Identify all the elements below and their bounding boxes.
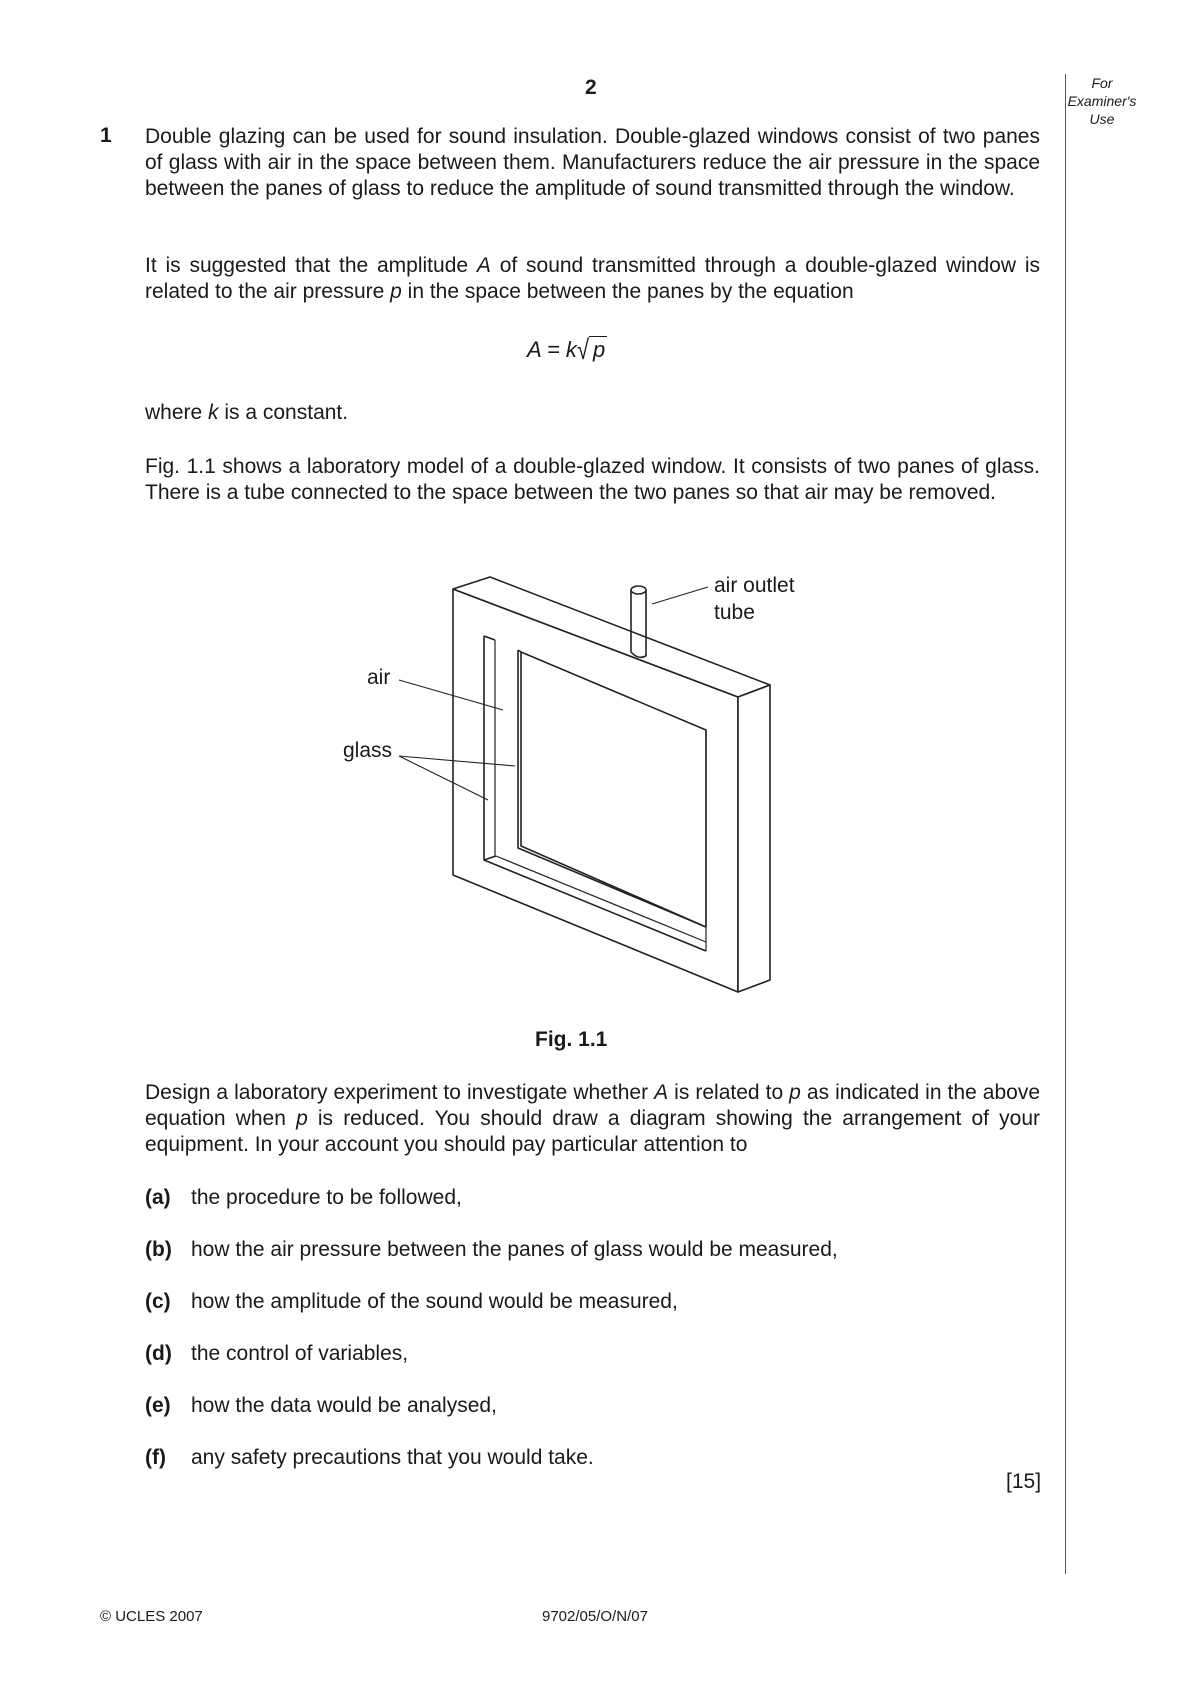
paragraph-figure-description: Fig. 1.1 shows a laboratory model of a double-glazed window. It consists of two panes of glass. There is a tube connected to the space between the two panes so that air may be removed. [145,455,1040,504]
text: is related to [668,1081,790,1104]
part-f [145,1445,594,1471]
equation-lhs: A = k [527,337,577,362]
variable-p: p [296,1107,308,1130]
radical-sign: √ [576,333,590,365]
label-air-outlet-tube [714,572,795,626]
label-air: air [367,666,391,689]
footer-paper-code: 9702/05/O/N/07 [542,1608,648,1625]
part-text: how the air pressure between the panes of glass would be measured, [191,1238,838,1261]
part-b [145,1237,838,1263]
leader-air [399,680,503,710]
marks-total: [15] [1006,1470,1042,1493]
part-d [145,1341,408,1367]
paragraph-task [145,1080,1040,1158]
double-glazed-window-diagram [330,570,810,1000]
part-label: (e) [145,1394,171,1417]
part-text: how the data would be analysed, [191,1394,497,1417]
variable-A: A [476,254,491,277]
part-text: how the amplitude of the sound would be measured, [191,1290,678,1313]
part-label: (c) [145,1290,171,1313]
examiner-line-2: Examiner's [1067,93,1137,109]
part-label: (f) [145,1446,166,1469]
variable-A: A [654,1081,669,1104]
footer-copyright: © UCLES 2007 [100,1608,203,1625]
leader-air-outlet [652,587,708,604]
variable-p: p [789,1081,801,1104]
variable-k: k [208,401,219,424]
figure-caption: Fig. 1.1 [535,1028,608,1051]
paragraph-constant [145,400,1040,426]
text: is reduced. You should draw a diagram showing the arrangement of your equipment. In your account you should pay particular attention to [145,1107,1040,1156]
part-text: any safety precautions that you would take. [191,1446,594,1469]
text: It is suggested that the amplitude [145,254,477,277]
text: of sound transmitted through a double-glazed window is related to the air pressure [145,254,1040,303]
text: where [145,401,209,424]
part-text: the procedure to be followed, [191,1186,462,1209]
radicand: p [589,336,607,363]
variable-p: p [390,280,402,303]
paragraph-suggestion [145,253,1040,305]
part-text: the control of variables, [191,1342,409,1365]
text: Design a laboratory experiment to investigate whether [145,1081,655,1104]
tube-top [631,586,646,594]
part-label: (d) [145,1342,172,1365]
part-label: (b) [145,1238,172,1261]
label-glass: glass [343,739,393,762]
label-line: air outlet [714,574,795,597]
paragraph-intro: Double glazing can be used for sound insulation. Double-glazed windows consist of two panes of glass with air in the space between them. Manufacturers reduce the air pressure in the space between the panes of glass to reduce the amplitude of sound transmitted through the window. [145,125,1040,200]
frame-side-face [738,685,770,992]
examiner-line-3: Use [1089,111,1115,127]
equation [527,333,607,365]
part-e [145,1393,497,1419]
question-number: 1 [100,124,112,147]
text: in the space between the panes by the equation [401,280,854,303]
part-label: (a) [145,1186,171,1209]
page-number: 2 [585,76,597,99]
label-line: tube [714,601,755,624]
text: as indicated in the above equation when [145,1081,1040,1130]
text: is a constant. [218,401,349,424]
examiner-margin-rule [1065,74,1066,1574]
part-c [145,1289,678,1315]
examiner-use-label [1066,74,1138,128]
part-a [145,1185,462,1211]
examiner-line-1: For [1091,75,1113,91]
